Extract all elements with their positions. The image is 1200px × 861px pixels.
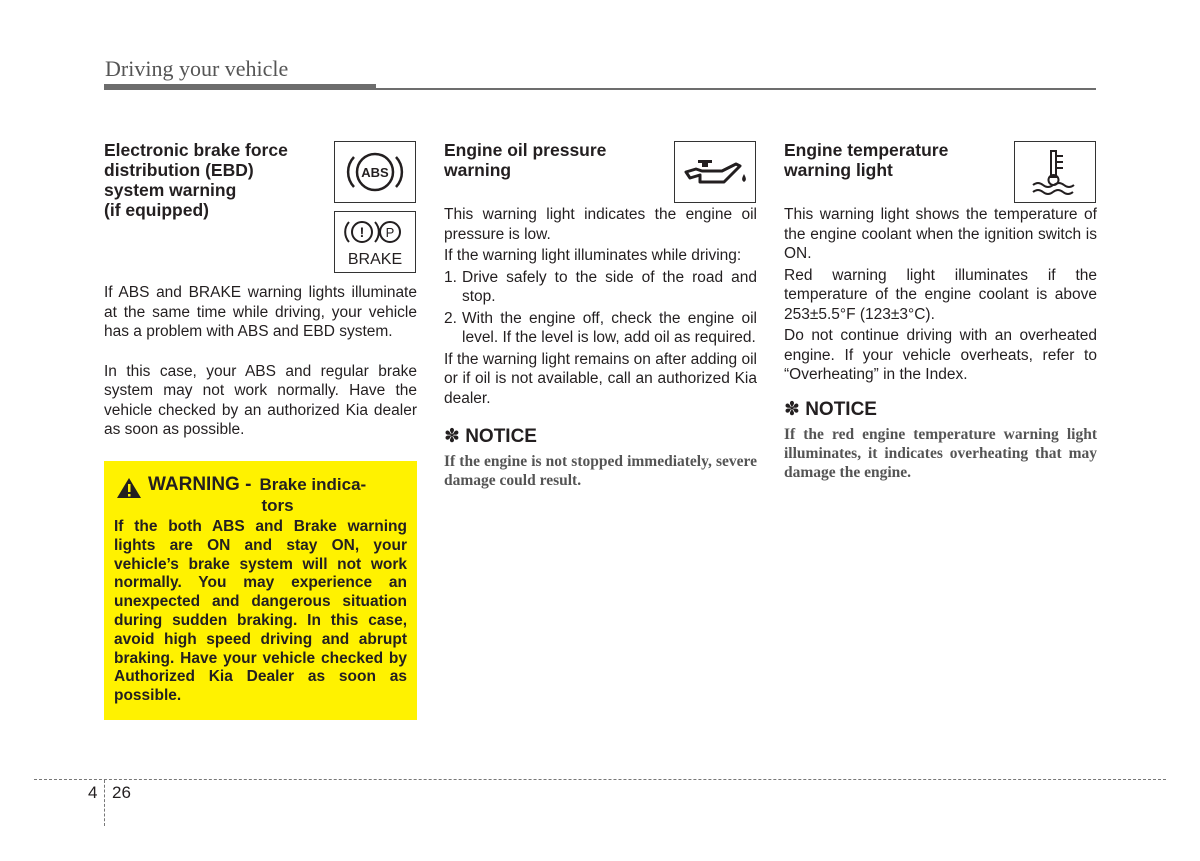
warning-header — [114, 474, 407, 516]
oil-paragraph-1: This warning light indicates the engine oil pressure is low. — [444, 206, 757, 243]
brake-warning-icon — [334, 211, 416, 273]
warning-subtitle-line1: Brake indica- — [259, 475, 367, 494]
abs-warning-icon — [334, 141, 416, 203]
temp-notice-text: If the red engine temperature warning light illuminates, it indicates overheating that may damage the engine. — [784, 425, 1097, 481]
temp-paragraph-1: This warning light shows the temperature of the engine coolant when the ignition switch is ON. — [784, 206, 1097, 262]
warning-text: If the both ABS and Brake warning lights are ON and stay ON, your vehicle’s brake system will not work normally. You may experience an unexpected and dangerous situation during sudden braking. In this case, avoid high speed driving and abrupt braking. Have your vehicle checked by Authorized Kia Dealer as soon as possible. — [114, 518, 407, 705]
coolant-temperature-icon — [1014, 141, 1096, 203]
svg-text:P: P — [385, 225, 395, 240]
ebd-paragraph-1: If ABS and BRAKE warning lights illuminate at the same time while driving, your vehicle has a problem with ABS and EBD system. — [104, 284, 417, 340]
temp-paragraph-3: Do not continue driving with an overheated engine. If your vehicle overheats, refer to “Overheating” in the Index. — [784, 327, 1097, 383]
brake-warning-box — [104, 461, 417, 720]
header-rule-thin — [376, 88, 1096, 90]
footer-divider — [104, 780, 105, 826]
oil-notice-text: If the engine is not stopped immediately, severe damage could result. — [444, 453, 757, 489]
temp-paragraph-2: Red warning light illuminates if the temperature of the engine coolant is above 253±5.5°F (123±3°C). — [784, 266, 1097, 323]
footer-rule — [34, 779, 1166, 780]
temp-notice-title: ✽ NOTICE — [784, 398, 877, 420]
ebd-heading: Electronic brake force distribution (EBD) system warning (if equipped) — [104, 140, 288, 220]
oil-paragraph-2: If the warning light illuminates while driving: — [444, 247, 742, 264]
warning-triangle-icon — [116, 477, 142, 499]
oil-steps-list — [444, 268, 757, 348]
engine-temp-heading: Engine temperature warning light — [784, 140, 949, 180]
warning-subtitle-line2: tors — [261, 496, 294, 515]
oil-pressure-icon — [674, 141, 756, 203]
section-title: Driving your vehicle — [105, 56, 289, 81]
page-number: 26 — [112, 783, 131, 802]
svg-text:BRAKE: BRAKE — [347, 251, 403, 268]
oil-paragraph-3: If the warning light remains on after adding oil or if oil is not available, call an authorized Kia dealer. — [444, 350, 757, 407]
ebd-paragraph-2: In this case, your ABS and regular brake system may not work normally. Have the vehicle checked by an authorized Kia dealer as soon as possible. — [104, 362, 417, 438]
list-item: 1. Drive safely to the side of the road and stop. — [444, 268, 757, 305]
svg-text:ABS: ABS — [361, 165, 389, 180]
chapter-number: 4 — [88, 783, 98, 802]
svg-text:!: ! — [359, 224, 365, 240]
list-item: 2. With the engine off, check the engine oil level. If the level is low, add oil as required. — [444, 309, 757, 346]
warning-label: WARNING - — [148, 474, 252, 495]
oil-notice-title: ✽ NOTICE — [444, 426, 537, 447]
header-rule-thick — [104, 84, 376, 90]
oil-pressure-heading: Engine oil pressure warning — [444, 140, 607, 180]
